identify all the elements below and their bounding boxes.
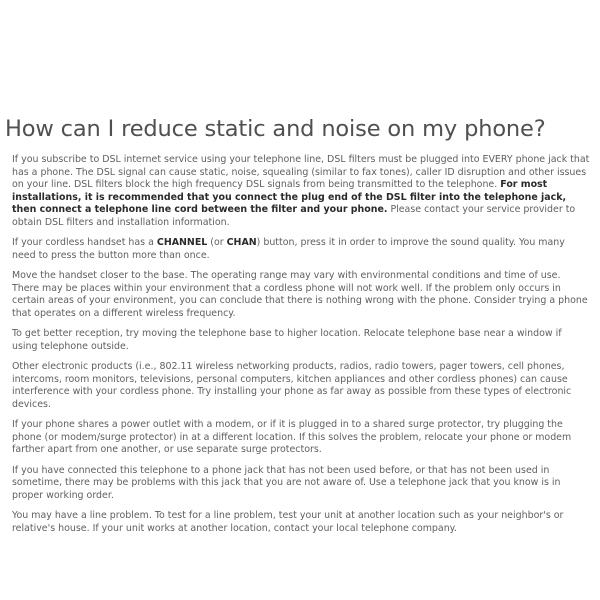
channel-label: CHANNEL: [156, 237, 208, 248]
dsl-filter-recommendation: For most installations, it is recommended that you connect the plug end of the DSL filter into the telephone jack, then connect a telephone line cord between the filter and your phone.: [12, 179, 567, 215]
dsl-filter-text: If you subscribe to DSL internet service using your telephone line, DSL filters must be plugged into EVERY phone jack that has a phone. The DSL signal can cause static, noise, squealing (similar to fax tones), caller ID disruption and other issues on your line. DSL filters block the high frequency DSL signals from being transmitted to the telephone.: [12, 154, 590, 190]
chan-label: CHAN: [226, 237, 257, 248]
phone-jack-paragraph: If you have connected this telephone to a phone jack that has not been used before, or that has not been used in sometime, there may be problems with this jack that you are not aware of. Use a telephone jack that you know is in proper working order.: [12, 464, 561, 501]
base-location-paragraph: To get better reception, try moving the telephone base to higher location. Relocate telephone base near a window if using telephone outside.: [12, 328, 562, 352]
handset-distance-paragraph: Move the handset closer to the base. The operating range may vary with environmental conditions and time of use. There may be places within your environment that a cordless phone will not work well. If the problem only occurs in certain areas of your environment, you can conclude that there is nothing wrong with the phone. Consider trying a phone that operates on a different wireless frequency.: [12, 270, 588, 319]
dsl-filter-contact-text: Please contact your service provider to obtain DSL filters and installation information.: [12, 204, 576, 228]
channel-text-b: (or: [210, 237, 224, 248]
line-problem-paragraph: You may have a line problem. To test for a line problem, test your unit at another location such as your neighbor's or relative's house. If your unit works at another location, contact your local telephone company.: [12, 510, 564, 534]
channel-text-c: ) button, press it in order to improve the sound quality. You many need to press the button more than once.: [12, 237, 565, 261]
dsl-filter-paragraph: [12, 154, 590, 229]
power-outlet-paragraph: If your phone shares a power outlet with a modem, or if it is plugged in to a shared surge protector, try plugging the phone (or modem/surge protector) in at a different location. If this solves the problem, relocate your phone or modem farther apart from one another, or use separate surge protectors.: [12, 419, 572, 455]
channel-button-paragraph: [12, 237, 590, 262]
article-body: [5, 154, 592, 535]
interference-paragraph: Other electronic products (i.e., 802.11 wireless networking products, radios, radio towers, pager towers, cell phones, intercoms, room monitors, televisions, personal computers, kitchen appliances and other cordless phones) can cause interference with your cordless phone. Try installing your phone as far away as possible from these types of electronic devices.: [12, 361, 572, 410]
page-title: How can I reduce static and noise on my phone?: [5, 116, 546, 142]
channel-text-a: If your cordless handset has a: [12, 237, 154, 248]
